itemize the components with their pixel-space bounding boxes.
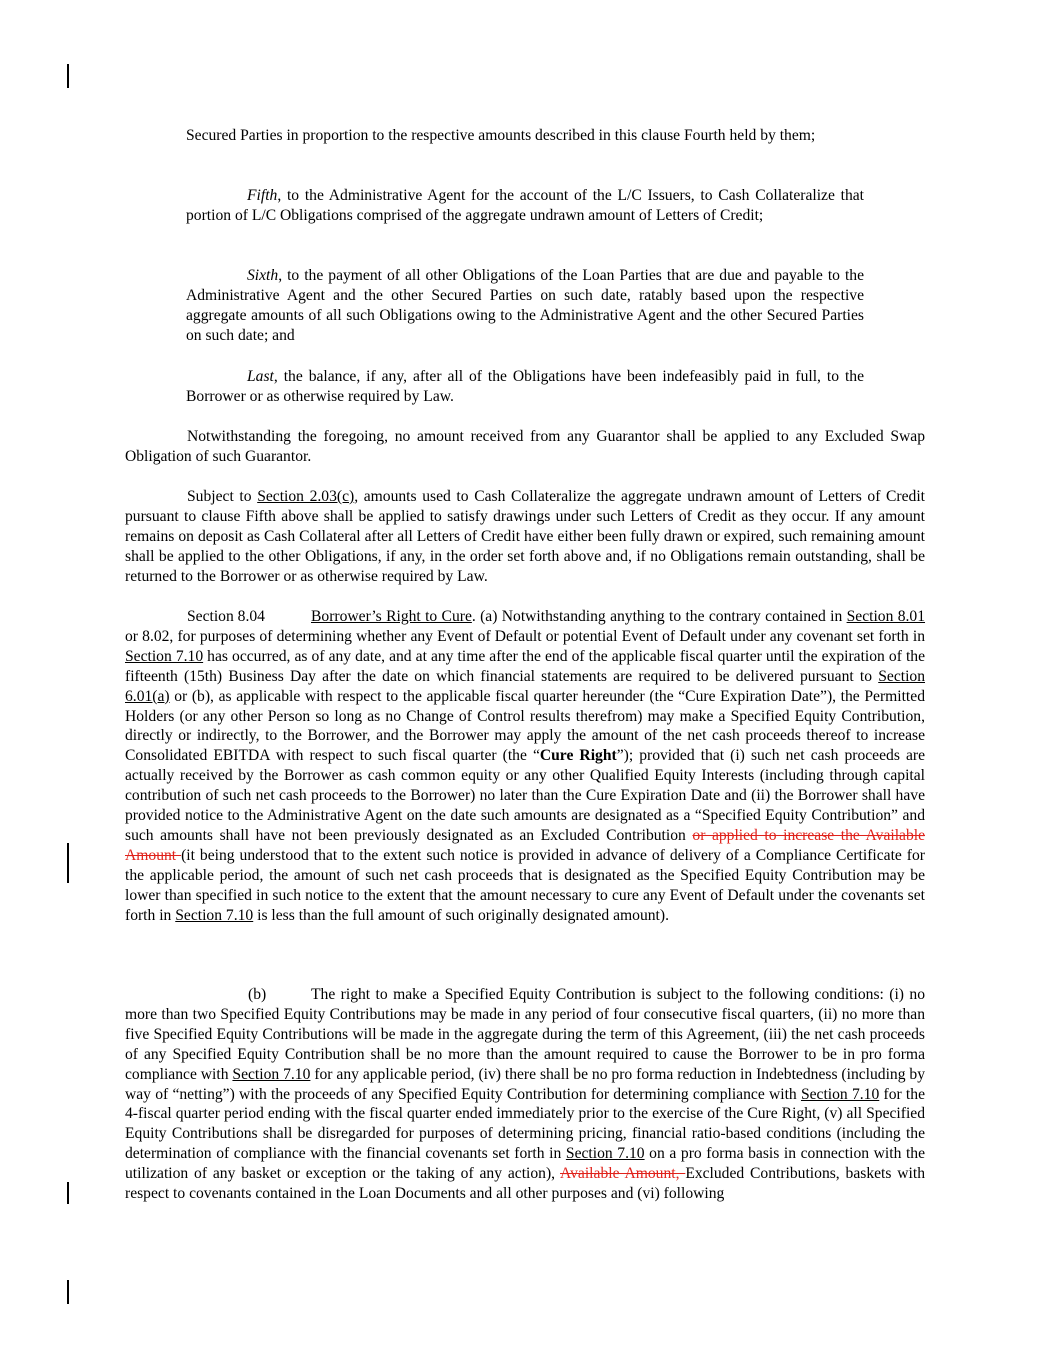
paragraph-text: on a pro forma basis in connection with the utilization of any basket or exception or the taking of any action),	[125, 1145, 926, 1183]
section-reference: Section 2.03(c)	[257, 488, 355, 505]
defined-term: Cure Right	[539, 747, 617, 765]
paragraph-text: Notwithstanding the foregoing, no amount received from any Guarantor shall be applied to any Excluded Swap Obligation of such Guarantor.	[125, 428, 925, 465]
clause-sixth	[186, 266, 864, 346]
paragraph-text: , amounts used to Cash Collateralize the aggregate undrawn amount of Letters of Credit pursuant to clause Fifth above shall be applied to satisfy drawings under such Letters of Credit as they occur. If any amount remains on deposit as Cash Collateral after all Letters of Credit have either been fully drawn or expired, such remaining amount shall be applied to the other Obligations, if any, in the order set forth above and, if no Obligations remain outstanding, shall be returned to the Borrower or as otherwise required by Law.	[125, 488, 926, 585]
clause-lead: Sixth	[247, 267, 279, 284]
paragraph-text: for the 4-fiscal quarter period ending with the fiscal quarter ended immediately prior to the exercise of the Cure Right, (v) all Specified Equity Contributions shall be disregarded for purposes of determining pricing, financial ratio-based conditions (including the determination of compliance with the financial covenants set forth in	[125, 1085, 925, 1163]
section-reference: Section 7.10	[800, 1085, 880, 1103]
paragraph-notwithstanding	[125, 427, 925, 467]
deleted-text: or applied to increase the Available Amount	[125, 826, 926, 864]
paragraph-text: has occurred, as of any date, and at any time after the end of the applicable fiscal quarter until the expiration of the fifteenth (15th) Business Day after the date on which financial statements are required to be delivered pursuant to	[125, 647, 925, 685]
paragraph-text: , to the Administrative Agent for the account of the L/C Issuers, to Cash Collateralize that portion of L/C Obligations comprised of the aggregate undrawn amount of Letters of Credit;	[186, 187, 864, 224]
section-reference: Section 7.10	[232, 1065, 311, 1083]
paragraph-text: is less than the full amount of such originally designated amount).	[253, 906, 669, 924]
clause-label: (b)	[248, 986, 267, 1003]
paragraph-text: ”); provided that (i) such net cash proceeds are actually received by the Borrower as cash common equity or any other Qualified Equity Interests (including through capital contribution of such net cash proceeds to the Borrower) no later than the Cure Expiration Date and (ii) the Borrower shall have provided notice to the Administrative Agent on the date such amounts are designated as a “Specified Equity Contribution” and such amounts shall have not been previously designated as an Excluded Contribution	[125, 747, 925, 844]
paragraph-text: for any applicable period, (iv) there shall be no pro forma reduction in Indebtedness (including by way of “netting”) with the proceeds of any Specified Equity Contribution for determining compliance with	[125, 1065, 926, 1103]
clause-last	[186, 367, 864, 407]
section-reference: Section 7.10	[175, 906, 254, 924]
deleted-text: Available Amount,	[560, 1165, 686, 1183]
section-number: Section 8.04	[187, 608, 265, 625]
change-bar	[67, 843, 69, 883]
section-8-04	[125, 607, 925, 926]
change-bar	[67, 1182, 69, 1204]
section-reference: Section 6.01(a)	[125, 667, 925, 705]
clause-lead: Last	[247, 368, 274, 385]
paragraph-text: or 8.02, for purposes of determining whether any Event of Default or potential Event of Default under any covenant set forth in	[125, 627, 925, 645]
section-reference: Section 7.10	[125, 647, 204, 665]
clause-fourth-continuation	[186, 126, 864, 146]
paragraph-text: or (b), as applicable with respect to the applicable fiscal quarter hereunder (the “Cure Expiration Date”), the Permitted Holders (or any other Person so long as no Change of Control results therefrom) may make a Specified Equity Contribution, directly or indirectly, to the Borrower, and the Borrower may apply the amount of the net cash proceeds thereof to increase Consolidated EBITDA with respect to such fiscal quarter (the “	[125, 687, 925, 765]
paragraph-text: Subject to	[187, 488, 258, 505]
paragraph-text: , the balance, if any, after all of the Obligations have been indefeasibly paid in full, to the Borrower or as otherwise required by Law.	[186, 368, 864, 405]
clause-fifth	[186, 186, 864, 226]
section-reference: Section 8.01	[846, 608, 926, 625]
paragraph-text: (it being understood that to the extent such notice is provided in advance of delivery of a Compliance Certificate for the applicable period, the amount of such net cash proceeds that is designated as the Specified Equity Contribution may be lower than specified in such notice to the extent that the amount necessary to cure any Event of Default under the covenants set forth in	[125, 846, 925, 924]
section-heading: Borrower’s Right to Cure	[311, 608, 472, 625]
paragraph-text: Secured Parties in proportion to the respective amounts described in this clause Fourth held by them;	[186, 127, 816, 144]
paragraph-b	[125, 985, 925, 1204]
paragraph-text: The right to make a Specified Equity Contribution is subject to the following conditions: (i) no more than two Specified Equity Contributions may be made in any period of four consecutive fiscal quarters, (ii) no more than five Specified Equity Contributions will be made in the aggregate during the term of this Agreement, (iii) the net cash proceeds of any Specified Equity Contribution shall be no more than the amount required to cause the Borrower to be in pro forma compliance with	[125, 986, 925, 1083]
change-bar	[67, 64, 69, 88]
section-reference: Section 7.10	[565, 1145, 645, 1163]
paragraph-text: , to the payment of all other Obligations of the Loan Parties that are due and payable to the Administrative Agent and the other Secured Parties on such date, ratably based upon the respective aggregate amounts of all such Obligations owing to the Administrative Agent and the other Secured Parties on such date; and	[186, 267, 864, 344]
clause-lead: Fifth	[247, 187, 278, 204]
paragraph-text: . (a) Notwithstanding anything to the contrary contained in	[471, 608, 847, 625]
paragraph-text: Excluded Contributions, baskets with respect to covenants contained in the Loan Documents and all other purposes and (vi) following	[125, 1165, 925, 1203]
change-bar	[67, 1280, 69, 1304]
paragraph-subject-to	[125, 487, 925, 587]
